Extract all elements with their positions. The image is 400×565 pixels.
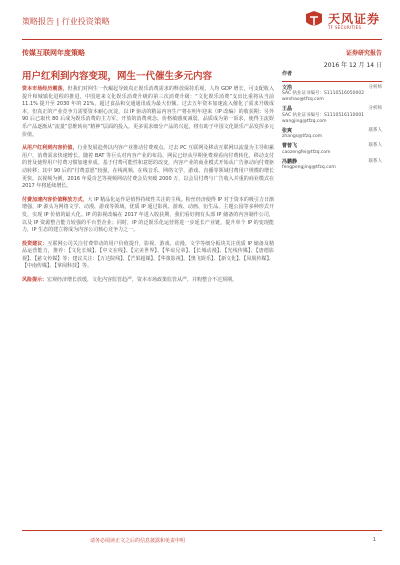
- analyst-name: 冯鹏静: [282, 158, 298, 165]
- paragraph: [22, 197, 274, 235]
- analyst-card: [282, 85, 382, 104]
- author-sidebar: [282, 70, 382, 174]
- footer-divider: [22, 530, 382, 531]
- paragraph-lead: 投资建议：: [22, 240, 48, 247]
- logo-mark-icon: [304, 10, 324, 30]
- analyst-name: 王晶: [282, 106, 293, 113]
- paragraph: [22, 86, 274, 139]
- paragraph: [22, 145, 274, 191]
- paragraph: [22, 241, 274, 271]
- analyst-cert: SAC 执业证书编号：S1110516050002: [282, 91, 365, 96]
- report-body: [22, 86, 274, 291]
- page-number: 1: [372, 537, 376, 543]
- paragraph-lead: 付费加速内容价值释放方式，: [22, 196, 88, 203]
- analyst-card: [282, 159, 382, 171]
- paragraph-text: 宏观经济增长放缓，文化内容监管趋严，资本市场政策监管从严，并购整合不达预期。: [47, 277, 238, 284]
- paragraph-text: 但我们对网生一代崛起导致真正娱乐消费需求的释放保持乐观。人均 GDP 增长，可支配收入提升和城镇化进程的推进，中国迎来文化娱乐消费升级的第三次消费升级：“文化娱乐消费”支出比重将从当前 11.1% 提升至 2030 年的 21%，超过食品和交通通讯成为最大份额。过去五年资本加速流入催化了需求升级成本，但真正的产业竞争力需要资本耐心沉淀，以 IP 驱动的精品内容生产将在明年迎来（IP 改编）的收获期；另外 90 后已取代 80 后成为娱乐消费的主力军，开放的消费观念、价格敏感度减弱，品质成为第一诉求，使得主流娱乐产品逐渐从“流量”思维转向“精神”层面的投入。更多需求细分产品的兴起，将有助于中国文化娱乐产品发挥多元价值。: [22, 86, 274, 138]
- logo-text-cn: 天风证券: [328, 12, 381, 26]
- report-category: 策略报告 | 行业投资策略: [22, 17, 110, 26]
- analyst-email[interactable]: wenhao@tfzq.com: [282, 97, 324, 103]
- analyst-role: 联系人: [368, 143, 382, 149]
- paragraph-lead: 风险提示：: [22, 277, 48, 284]
- report-subtitle: 传媒互联网年度策略: [22, 49, 85, 57]
- paragraph-text: 互联网公司关注付费带动的用户价值提升，影视、游戏、动漫、文学等细分板块关注优质 IP 储备及精品运营能力，推荐：【文化长城】、【中文在线】、【完美世界】、【华谊兄弟】、【长城动漫】、【光线传媒】、【唐德影视】、【慈文传媒】等；建议关注：【万达院线】、【芒果超媒】、【华策影视】、【奥飞娱乐】、【新文化】、【凤凰传媒】、【中南传媒】、【掌阅科技】等。: [22, 240, 274, 270]
- paragraph-lead: 从用户红利到内容价值，: [22, 145, 78, 152]
- author-header: 作者: [282, 71, 293, 77]
- analyst-email[interactable]: wangjing@tfzq.com: [282, 118, 327, 124]
- analyst-role: 联系人: [368, 158, 382, 164]
- analyst-role: 分析师: [368, 106, 382, 112]
- analyst-role: 联系人: [368, 128, 382, 134]
- analyst-card: [282, 128, 382, 140]
- paragraph-text: 行业发展趋势以内容产业推动付费观点。过去 PC 互联网及移动互联网以流量为主导积累用户，消费需求快速增长。随着 BAT 等巨头对内容产业的布局，网民已经从早期免费观看向付费转化，移动支付的普及使得用户付费习惯加速养成。基于付费可能性和意愿的改变，内容产业的商业模式开始从广告驱动向付费驱动转移；其中 90 后的“付费意愿”较强，在线视频、在线音乐、网络文学、游戏、直播等领域付费用户规模的增长更快。以视频为例，2016 年爱奇艺等视频网站付费会员突破 2000 万，以会员付费与广告收入并重的商业模式在 2017 年将延续增长。: [22, 145, 274, 190]
- header-divider: [22, 39, 382, 40]
- analyst-email[interactable]: fengpengjing@tfzq.com: [282, 165, 336, 171]
- logo-text-en: TF SECURITIES: [328, 25, 362, 30]
- paragraph-text: 大 IP 精品化运作是值得持续性关注的主线。粉丝经济使得 IP 对于资本的吸引力日渐增强，IP 源头为网络文学、动漫、游戏等领域，优质 IP 通过影视、游戏、动画、衍生品、主题公园等多种形式开发，实现 IP 价值的最大化。IP 的影视改编在 2017 年进入收获期，我们看好拥有头部 IP 储备的内容制作公司，以及 IP 资源整合能力较强的平台型企业；同时，IP 的泛娱乐化运营将进一步延长产业链，提升单个 IP 的变现能力，IP 生态的建立将成为内容公司核心竞争力之一。: [22, 196, 274, 234]
- report-title: 用户红利到内容变现，网生一代催生多元内容: [22, 71, 213, 82]
- sidebar-divider: [282, 81, 382, 82]
- analyst-email[interactable]: caozengfei@tfzq.com: [282, 149, 331, 155]
- company-logo: [304, 8, 386, 34]
- report-type: 证券研究报告: [345, 50, 382, 57]
- analyst-name: 张爽: [282, 128, 293, 135]
- analyst-name: 文浩: [282, 84, 293, 91]
- analyst-name: 曹曾飞: [282, 143, 298, 150]
- analyst-role: 分析师: [368, 84, 382, 90]
- analyst-card: [282, 106, 382, 125]
- analyst-card: [282, 143, 382, 155]
- analyst-cert: SAC 执业证书编号：S1110516110001: [282, 112, 365, 118]
- report-header: [0, 0, 400, 40]
- report-date: 2016 年 12 月 14 日: [323, 62, 382, 69]
- paragraph: [22, 277, 274, 285]
- analyst-email[interactable]: zhangs@tfzq.com: [282, 134, 323, 140]
- footer-disclaimer: 请务必阅读正文之后的信息披露和免责申明: [90, 538, 186, 544]
- paragraph-lead: 资本市场经历震荡，: [22, 86, 68, 92]
